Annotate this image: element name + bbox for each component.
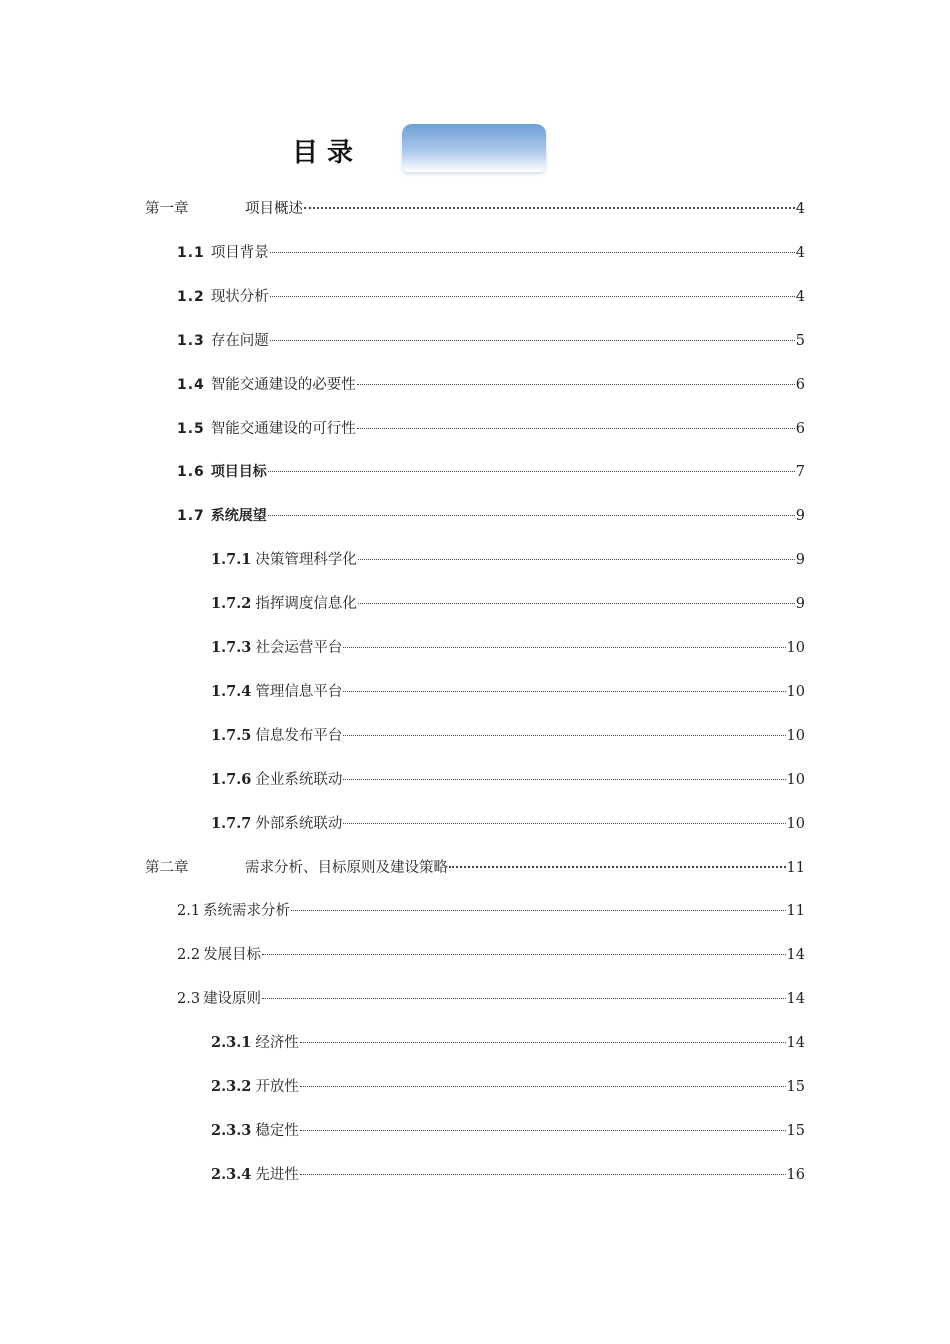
toc-entry-text: 指挥调度信息化 xyxy=(255,596,357,613)
toc-dot-leader xyxy=(357,427,795,429)
toc-entry[interactable] xyxy=(211,637,805,659)
toc-entry[interactable] xyxy=(211,1164,805,1186)
toc-entry-number: 2.3.2 xyxy=(211,1078,252,1095)
toc-entry-number: 1.5 xyxy=(177,420,205,437)
toc-entry-label xyxy=(211,593,357,615)
toc-dot-leader xyxy=(343,646,785,648)
toc-entry-label xyxy=(177,330,269,352)
toc-entry-number: 2.3.4 xyxy=(211,1165,252,1183)
toc-page-number: 6 xyxy=(795,420,805,437)
toc-dot-leader xyxy=(300,1041,786,1043)
toc-entry-text: 稳定性 xyxy=(255,1122,299,1139)
toc-entry-number: 2.3.3 xyxy=(211,1121,252,1139)
toc-entry-number: 1.7.5 xyxy=(211,726,252,744)
toc-page-number: 9 xyxy=(795,508,805,525)
toc-entry-text: 存在问题 xyxy=(210,332,269,349)
toc-dot-leader xyxy=(358,558,795,560)
toc-entry-label xyxy=(177,286,269,308)
toc-entry-number: 1.4 xyxy=(177,376,205,393)
toc-dot-leader xyxy=(268,470,795,472)
toc-entry[interactable] xyxy=(145,198,805,220)
toc-entry-label xyxy=(211,681,342,703)
toc-entry-number: 第一章 xyxy=(145,201,189,217)
toc-dot-leader xyxy=(300,1173,786,1175)
toc-entry[interactable] xyxy=(177,286,805,308)
toc-entry-label xyxy=(211,769,342,791)
toc-page-number: 11 xyxy=(786,859,805,876)
toc-dot-leader xyxy=(343,734,785,736)
toc-entry-number: 1.7.2 xyxy=(211,595,252,613)
toc-page-number: 10 xyxy=(786,683,805,700)
toc-entry[interactable] xyxy=(177,374,805,396)
toc-page-number: 15 xyxy=(786,1079,805,1095)
toc-dot-leader xyxy=(343,822,785,824)
toc-entry[interactable] xyxy=(211,681,805,703)
toc-entry[interactable] xyxy=(177,900,805,922)
toc-dot-leader xyxy=(357,383,795,385)
toc-entry[interactable] xyxy=(211,725,805,747)
toc-entry-number: 1.7.1 xyxy=(211,551,252,569)
toc-page-number: 15 xyxy=(786,1122,805,1139)
toc-entry-number: 2.3 xyxy=(177,991,201,1008)
toc-page-number: 4 xyxy=(795,201,805,217)
toc-dot-leader xyxy=(270,295,795,297)
toc-entry-label xyxy=(211,1076,299,1098)
toc-page-number: 14 xyxy=(786,947,805,964)
toc-entry[interactable] xyxy=(145,857,805,879)
toc-entry-text: 项目目标 xyxy=(210,464,267,481)
toc-entry-text: 经济性 xyxy=(255,1035,299,1052)
toc-entry-number: 1.7.7 xyxy=(211,814,252,832)
toc-entry-text: 需求分析、目标原则及建设策略 xyxy=(245,859,448,876)
toc-entry-label xyxy=(211,1032,299,1054)
toc-entry-text: 项目概述 xyxy=(245,201,303,217)
toc-entry[interactable] xyxy=(177,505,805,527)
toc-entry[interactable] xyxy=(177,330,805,352)
toc-entry[interactable] xyxy=(177,988,805,1010)
toc-entry-text: 决策管理科学化 xyxy=(255,552,357,569)
toc-entry-text: 建设原则 xyxy=(203,991,262,1008)
toc-entry-text: 企业系统联动 xyxy=(255,771,343,788)
toc-entry-number: 1.7 xyxy=(177,508,205,525)
toc-entry-label xyxy=(177,900,290,922)
toc-dot-leader xyxy=(358,602,795,604)
toc-entry-text: 项目背景 xyxy=(210,244,269,261)
toc-dot-leader xyxy=(343,690,785,692)
toc-entry-number: 第二章 xyxy=(145,859,189,876)
toc-entry[interactable] xyxy=(211,813,805,835)
toc-page-number: 5 xyxy=(795,332,805,349)
toc-entry-text: 开放性 xyxy=(255,1079,299,1095)
toc-entry-number: 2.1 xyxy=(177,903,201,920)
toc-entry-label xyxy=(177,374,356,396)
toc-page-number: 9 xyxy=(795,552,805,569)
toc-entry-label xyxy=(177,988,261,1010)
toc-dot-leader xyxy=(262,953,785,955)
toc-dot-leader xyxy=(300,1085,786,1087)
toc-entry-label xyxy=(145,857,448,879)
toc-entry-number: 2.3.1 xyxy=(211,1034,252,1052)
toc-entry[interactable] xyxy=(177,461,805,483)
toc-entry-label xyxy=(211,637,342,659)
toc-page-number: 10 xyxy=(786,640,805,656)
toc-dot-leader xyxy=(291,909,785,911)
toc-entry-label xyxy=(211,1120,299,1142)
toc-entry-text: 先进性 xyxy=(255,1166,299,1183)
toc-page-number: 6 xyxy=(795,376,805,393)
toc-entry[interactable] xyxy=(177,418,805,440)
toc-entry-label xyxy=(177,944,261,966)
toc-page-number: 4 xyxy=(795,244,805,261)
toc-entry-number: 1.6 xyxy=(177,464,205,481)
toc-entry-text: 管理信息平台 xyxy=(255,683,343,700)
toc-entry-number: 1.7.6 xyxy=(211,770,252,788)
toc-entry-label xyxy=(211,549,357,571)
toc-dot-leader xyxy=(270,339,795,341)
toc-entry-label xyxy=(177,418,356,440)
toc-page-number: 11 xyxy=(786,903,805,920)
toc-page-number: 14 xyxy=(786,991,805,1008)
toc-page-number: 7 xyxy=(795,464,805,481)
toc-dot-leader xyxy=(270,251,795,253)
toc-page-number: 16 xyxy=(786,1166,805,1183)
toc-entry-label xyxy=(211,725,342,747)
toc-entry-number: 2.2 xyxy=(177,947,201,964)
toc-dot-leader xyxy=(268,514,795,516)
page-title: 目 录 xyxy=(292,138,354,168)
title-decoration xyxy=(402,124,546,172)
toc-entry[interactable] xyxy=(177,242,805,264)
toc-entry-label xyxy=(211,813,342,835)
toc-dot-leader xyxy=(300,1129,786,1131)
toc-dot-leader xyxy=(262,997,785,999)
toc-entry[interactable] xyxy=(177,944,805,966)
toc-entry-text: 外部系统联动 xyxy=(255,815,343,832)
toc-entry[interactable] xyxy=(211,593,805,615)
toc-dot-leader xyxy=(304,206,795,209)
toc-entry[interactable] xyxy=(211,1120,805,1142)
toc-entry-text: 发展目标 xyxy=(203,947,262,964)
toc-page-number: 10 xyxy=(786,727,805,744)
toc-entry[interactable] xyxy=(211,549,805,571)
toc-entry-label xyxy=(177,461,267,483)
toc-entry-text: 系统展望 xyxy=(210,508,267,525)
toc-entry-text: 社会运营平台 xyxy=(255,640,343,656)
toc-entry[interactable] xyxy=(211,1032,805,1054)
toc-entry-number: 1.7.4 xyxy=(211,682,252,700)
toc-page-number: 10 xyxy=(786,771,805,788)
toc-entry-text: 系统需求分析 xyxy=(203,903,291,920)
toc-entry-label xyxy=(211,1164,299,1186)
toc-page-number: 10 xyxy=(786,815,805,832)
toc-entry-label xyxy=(177,242,269,264)
toc-entry-number: 1.7.3 xyxy=(211,639,252,656)
toc-dot-leader xyxy=(343,778,785,780)
toc-dot-leader xyxy=(449,865,786,868)
toc-entry[interactable] xyxy=(211,769,805,791)
toc-page-number: 4 xyxy=(795,288,805,305)
toc-page-number: 14 xyxy=(786,1035,805,1052)
toc-entry-label xyxy=(177,505,267,527)
toc-entry-number: 1.3 xyxy=(177,332,205,349)
toc-entry[interactable] xyxy=(211,1076,805,1098)
toc-entry-number: 1.2 xyxy=(177,288,205,305)
toc-entry-text: 智能交通建设的可行性 xyxy=(210,420,356,437)
toc-entry-label xyxy=(145,198,303,220)
toc-entry-text: 智能交通建设的必要性 xyxy=(210,376,356,393)
toc-entry-text: 现状分析 xyxy=(210,288,269,305)
toc-page-number: 9 xyxy=(795,596,805,613)
toc-entry-number: 1.1 xyxy=(177,244,205,261)
toc-entry-text: 信息发布平台 xyxy=(255,727,343,744)
